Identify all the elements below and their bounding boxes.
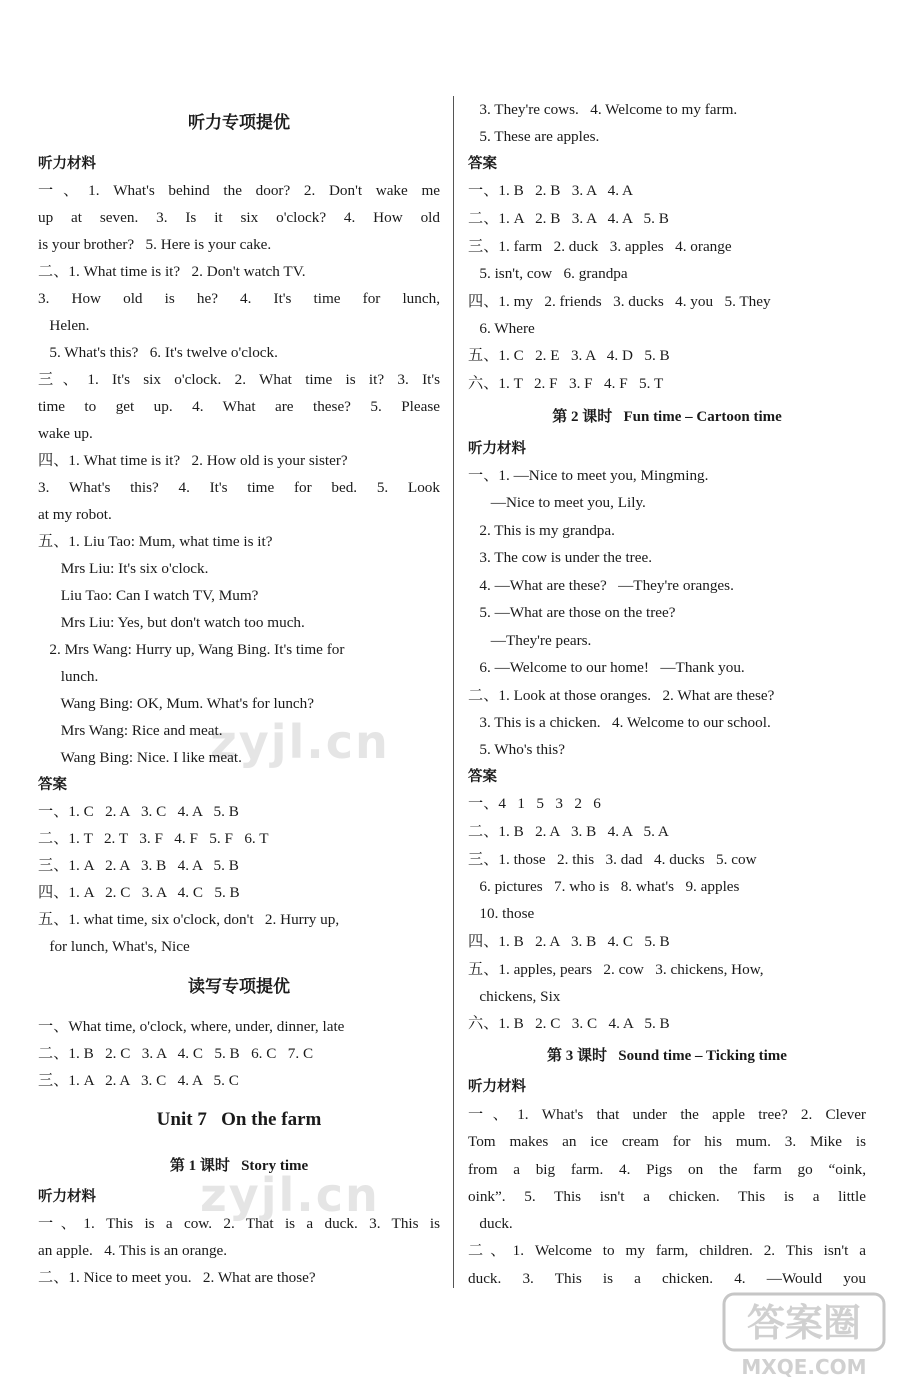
watermark: zyjl.cn xyxy=(200,1168,380,1222)
text-line: oink”. 5. This isn't a chicken. This is a little xyxy=(468,1188,866,1205)
text-line: 5. Who's this? xyxy=(468,741,565,758)
text-line: at my robot. xyxy=(38,506,112,523)
answer-line: 五、1. C 2. E 3. A 4. D 5. B xyxy=(468,347,670,364)
text-line: 一、1. —Nice to meet you, Mingming. xyxy=(468,467,709,484)
text-line: Tom makes an ice cream for his mum. 3. Mike is xyxy=(468,1133,866,1150)
text-line: 四、1. What time is it? 2. How old is your sister? xyxy=(38,452,348,469)
answer-line: 6. pictures 7. who is 8. what's 9. apples xyxy=(468,878,740,895)
unit-title: Unit 7 On the farm xyxy=(156,1109,322,1130)
text-line: from a big farm. 4. Pigs on the farm go “oink, xyxy=(468,1161,866,1178)
text-line: Wang Bing: OK, Mum. What's for lunch? xyxy=(38,695,314,712)
answer-line: 五、1. apples, pears 2. cow 3. chickens, How, xyxy=(468,961,764,978)
column-divider xyxy=(453,96,454,1288)
answer-label: 答案 xyxy=(38,777,67,793)
site-logo xyxy=(720,1288,890,1380)
text-line: 二、1. Look at those oranges. 2. What are these? xyxy=(468,687,775,704)
answer-label: 答案 xyxy=(468,156,497,172)
watermark: zyjl.cn xyxy=(210,715,390,769)
text-line: time to get up. 4. What are these? 5. Please xyxy=(38,398,440,415)
answer-line: 一、1. C 2. A 3. C 4. A 5. B xyxy=(38,803,239,820)
answer-line: 6. Where xyxy=(468,320,535,337)
lesson-3-title: 第 3 课时 Sound time – Ticking time xyxy=(547,1048,787,1064)
answer-label: 答案 xyxy=(468,769,497,785)
answer-line: 四、1. A 2. C 3. A 4. C 5. B xyxy=(38,884,240,901)
text-line: duck. xyxy=(468,1215,513,1232)
text-line: 3. What's this? 4. It's time for bed. 5. Look xyxy=(38,479,440,496)
answer-line: 二、1. B 2. C 3. A 4. C 5. B 6. C 7. C xyxy=(38,1045,314,1062)
answer-line: 10. those xyxy=(468,905,535,922)
text-line: up at seven. 3. Is it six o'clock? 4. How old xyxy=(38,209,440,226)
text-line: 二、1. Nice to meet you. 2. What are those? xyxy=(38,1269,316,1286)
text-line: —Nice to meet you, Lily. xyxy=(468,494,646,511)
answer-line: 六、1. B 2. C 3. C 4. A 5. B xyxy=(468,1015,670,1032)
text-line: is your brother? 5. Here is your cake. xyxy=(38,236,272,253)
text-line: 三、1. It's six o'clock. 2. What time is it? 3. It's xyxy=(38,371,440,388)
answer-line: 一、1. B 2. B 3. A 4. A xyxy=(468,182,633,199)
answer-line: 五、1. what time, six o'clock, don't 2. Hurry up, xyxy=(38,911,340,928)
text-line: 一、1. What's behind the door? 2. Don't wake me xyxy=(38,182,440,199)
text-line: 二、1. What time is it? 2. Don't watch TV. xyxy=(38,263,306,280)
lesson-1-title: 第 1 课时 Story time xyxy=(169,1158,309,1174)
answer-line: 三、1. those 2. this 3. dad 4. ducks 5. cow xyxy=(468,851,757,868)
text-line: Mrs Liu: It's six o'clock. xyxy=(38,560,209,577)
text-line: 二、1. Welcome to my farm, children. 2. This isn't a xyxy=(468,1242,866,1259)
text-line: 3. They're cows. 4. Welcome to my farm. xyxy=(468,101,738,118)
text-line: 一、1. What's that under the apple tree? 2. Clever xyxy=(468,1106,866,1123)
text-line: 3. This is a chicken. 4. Welcome to our school. xyxy=(468,714,771,731)
answer-line: 六、1. T 2. F 3. F 4. F 5. T xyxy=(468,375,664,392)
answer-line: 二、1. T 2. T 3. F 4. F 5. F 6. T xyxy=(38,830,269,847)
answer-line: 四、1. B 2. A 3. B 4. C 5. B xyxy=(468,933,670,950)
text-line: Wang Bing: Nice. I like meat. xyxy=(38,749,242,766)
text-line: 一、1. This is a cow. 2. That is a duck. 3. This is xyxy=(38,1215,440,1232)
listening-material-label: 听力材料 xyxy=(38,156,96,172)
answer-line: 四、1. my 2. friends 3. ducks 4. you 5. They xyxy=(468,293,771,310)
text-line: 2. This is my grandpa. xyxy=(468,522,615,539)
logo-chars: 答案圈 xyxy=(746,1301,862,1345)
text-line: Mrs Liu: Yes, but don't watch too much. xyxy=(38,614,305,631)
text-line: 5. What's this? 6. It's twelve o'clock. xyxy=(38,344,278,361)
answer-line: for lunch, What's, Nice xyxy=(38,938,190,955)
answer-line: 一、4 1 5 3 2 6 xyxy=(468,795,601,812)
section-title-listening: 听力专项提优 xyxy=(188,113,290,133)
answer-line: 二、1. A 2. B 3. A 4. A 5. B xyxy=(468,210,669,227)
section-title-reading-writing: 读写专项提优 xyxy=(188,977,290,997)
lesson-2-title: 第 2 课时 Fun time – Cartoon time xyxy=(552,409,782,425)
text-line: 3. The cow is under the tree. xyxy=(468,549,653,566)
answer-line: chickens, Six xyxy=(468,988,561,1005)
text-line: Mrs Wang: Rice and meat. xyxy=(38,722,223,739)
text-line: 6. —Welcome to our home! —Thank you. xyxy=(468,659,745,676)
text-line: 五、1. Liu Tao: Mum, what time is it? xyxy=(38,533,273,550)
lesson-3-material-label: 听力材料 xyxy=(468,1079,526,1095)
answer-line: 三、1. A 2. A 3. B 4. A 5. B xyxy=(38,857,239,874)
answer-line: 5. isn't, cow 6. grandpa xyxy=(468,265,628,282)
answer-line: 一、What time, o'clock, where, under, dinner, late xyxy=(38,1018,345,1035)
text-line: Helen. xyxy=(38,317,90,334)
text-line: 4. —What are these? —They're oranges. xyxy=(468,577,734,594)
text-line: an apple. 4. This is an orange. xyxy=(38,1242,228,1259)
text-line: 5. These are apples. xyxy=(468,128,600,145)
text-line: 2. Mrs Wang: Hurry up, Wang Bing. It's time for xyxy=(38,641,345,658)
text-line: 3. How old is he? 4. It's time for lunch, xyxy=(38,290,440,307)
text-line: —They're pears. xyxy=(468,632,592,649)
text-line: lunch. xyxy=(38,668,99,685)
lesson-1-material-label: 听力材料 xyxy=(38,1189,96,1205)
text-line: Liu Tao: Can I watch TV, Mum? xyxy=(38,587,259,604)
answer-line: 三、1. A 2. A 3. C 4. A 5. C xyxy=(38,1072,239,1089)
lesson-2-material-label: 听力材料 xyxy=(468,441,526,457)
text-line: wake up. xyxy=(38,425,93,442)
text-line: 5. —What are those on the tree? xyxy=(468,604,676,621)
logo-url: MXQE.COM xyxy=(741,1355,867,1379)
text-line: duck. 3. This is a chicken. 4. —Would you xyxy=(468,1270,866,1287)
answer-line: 三、1. farm 2. duck 3. apples 4. orange xyxy=(468,238,732,255)
answer-line: 二、1. B 2. A 3. B 4. A 5. A xyxy=(468,823,669,840)
